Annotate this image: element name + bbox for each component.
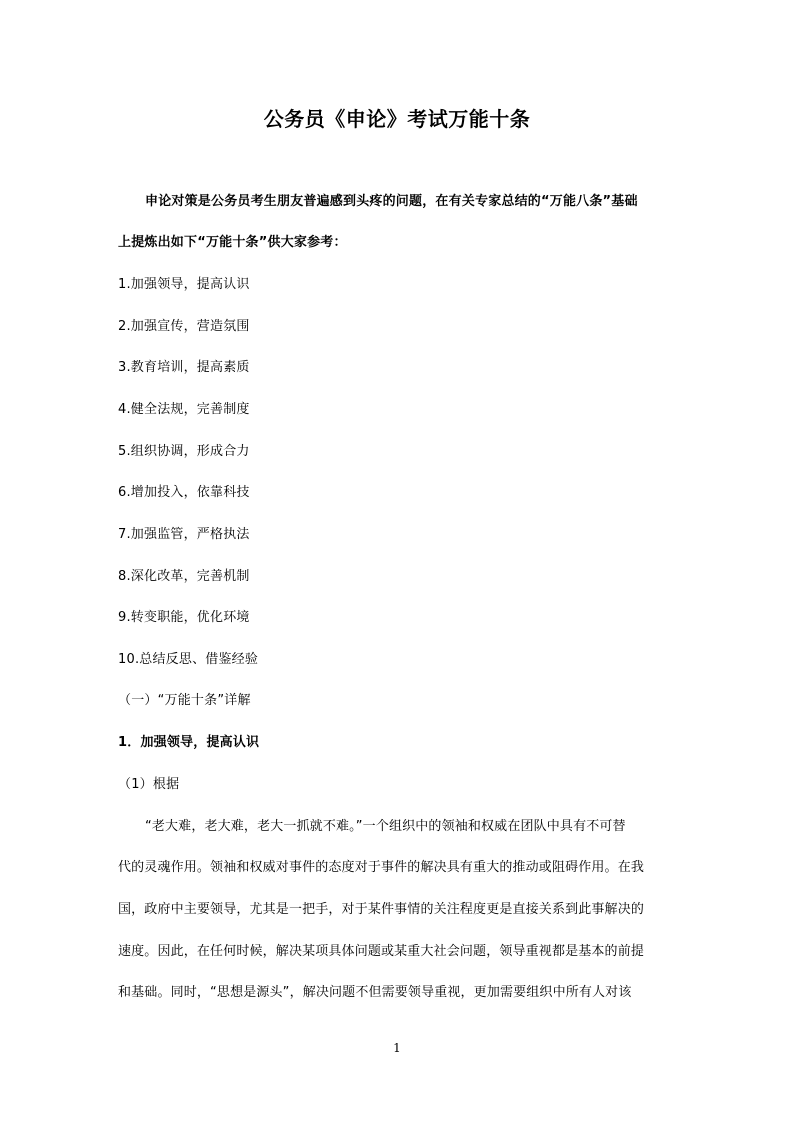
list-item: 3.教育培训，提高素质 [118, 360, 250, 375]
body-line: 代的灵魂作用。领袖和权威对事件的态度对于事件的解决具有重大的推动或阻碍作用。在我 [118, 860, 645, 875]
subsection-heading: 1．加强领导，提高认识 [118, 735, 260, 750]
body-line: “老大难，老大难，老大一抓就不难。”一个组织中的领袖和权威在团队中具有不可替 [145, 819, 626, 834]
list-item: 2.加强宣传，营造氛围 [118, 319, 250, 334]
intro-line-1: 申论对策是公务员考生朋友普遍感到头疼的问题，在有关专家总结的“万能八条”基础 [145, 194, 638, 209]
list-item: 4.健全法规，完善制度 [118, 402, 250, 417]
list-item: 10.总结反思、借鉴经验 [118, 652, 259, 667]
body-line: 速度。因此，在任何时候，解决某项具体问题或某重大社会问题，领导重视都是基本的前提 [118, 944, 645, 959]
list-item: 7.加强监管，严格执法 [118, 527, 250, 542]
body-line: 国，政府中主要领导，尤其是一把手，对于某件事情的关注程度更是直接关系到此事解决的 [118, 902, 645, 917]
list-item: 8.深化改革，完善机制 [118, 569, 250, 584]
list-item: 9.转变职能，优化环境 [118, 610, 250, 625]
list-item: 1.加强领导，提高认识 [118, 277, 250, 292]
body-line: 和基础。同时，“思想是源头”，解决问题不但需要领导重视，更加需要组织中所有人对该 [118, 985, 632, 1000]
intro-line-2: 上提炼出如下“万能十条”供大家参考： [118, 235, 347, 250]
list-item: 5.组织协调，形成合力 [118, 444, 250, 459]
section-heading: （一）“万能十条”详解 [118, 693, 251, 708]
sub-label: （1）根据 [118, 777, 180, 792]
list-item: 6.增加投入，依靠科技 [118, 485, 250, 500]
page-number: 1 [393, 1041, 401, 1055]
document-title: 公务员《申论》考试万能十条 [263, 107, 531, 131]
